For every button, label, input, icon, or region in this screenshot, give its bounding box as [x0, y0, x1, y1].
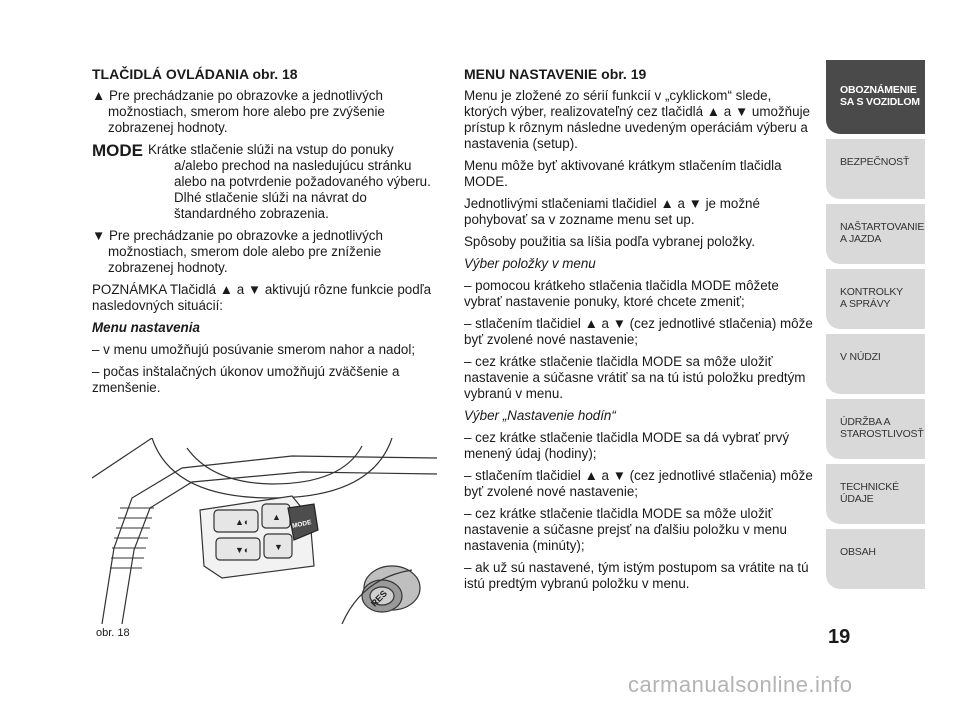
mode-button-label: MODE — [291, 519, 313, 530]
item-selection-step2: – stlačením tlačidiel ▲ a ▼ (cez jednotlivé stlačenia) môže byť zvolené nové nastavenie; — [464, 316, 813, 347]
mode-description — [148, 142, 437, 222]
tab-label-line1: TECHNICKÉ — [840, 481, 899, 493]
menu-intro-paragraph: Menu je zložené zo sérií funkcií v „cyklickom“ slede, ktorých výber, realizovateľný cez tlačidlá ▲ a ▼ umožňuje prístup k rôznym následne uvedeným operáciám výberu a nastavenia (setup). — [464, 88, 810, 151]
dashboard-buttons-drawing — [92, 438, 437, 624]
up-light-icon: ▲◐ — [235, 517, 250, 527]
mode-description-line1: Krátke stlačenie slúži na vstup do ponuky — [148, 142, 394, 157]
figure-caption: obr. 18 — [96, 627, 130, 639]
menu-scroll-paragraph: – v menu umožňujú posúvanie smerom nahor a nadol; — [92, 342, 416, 357]
menu-activation-paragraph: Menu môže byť aktivované krátkym stlačením tlačidla MODE. — [464, 158, 782, 189]
tab-warning-lights[interactable] — [826, 269, 925, 329]
tab-label-line2: A SPRÁVY — [840, 298, 891, 310]
tab-label-line1: ÚDRŽBA A — [840, 416, 891, 428]
figure-18-illustration — [92, 438, 437, 624]
down-light-icon: ▼◐ — [235, 545, 250, 555]
up-button-description: ▲ Pre prechádzanie po obrazovke a jednotlivých možnostiach, smerom hore alebo pre zvýšenie zobrazenej hodnoty. — [92, 88, 385, 135]
tab-emergency[interactable] — [826, 334, 925, 394]
item-selection-subheading: Výber položky v menu — [464, 256, 596, 271]
clock-setting-step3: – cez krátke stlačenie tlačidla MODE sa môže uložiť nastavenie a súčasne prejsť na ďalšiu položku v menu nastavenia (minúty); — [464, 506, 787, 553]
tab-label-line2: A JAZDA — [840, 233, 882, 245]
tab-label-line1: OBOZNÁMENIE — [840, 84, 917, 96]
tab-safety[interactable] — [826, 139, 925, 199]
tab-starting-and-driving[interactable] — [826, 204, 925, 264]
tab-label-line2: STAROSTLIVOSŤ — [840, 428, 924, 440]
watermark-text: carmanualsonline.info — [628, 672, 853, 697]
tab-technical-data[interactable] — [826, 464, 925, 524]
clock-setting-subheading: Výber „Nastavenie hodín“ — [464, 408, 616, 423]
tab-label-line1: V NÚDZI — [840, 351, 881, 363]
tab-label-line1: OBSAH — [840, 546, 876, 558]
res-button-label: RES — [368, 588, 390, 609]
tab-label-line2: ÚDAJE — [840, 493, 874, 505]
menu-settings-heading: MENU NASTAVENIE obr. 19 — [464, 66, 647, 82]
menu-usage-paragraph: Spôsoby použitia sa líšia podľa vybranej položky. — [464, 234, 755, 249]
down-arrow-icon: ▼ — [274, 542, 283, 552]
tab-getting-to-know-vehicle[interactable] — [826, 60, 925, 134]
settings-menu-subheading: Menu nastavenia — [92, 320, 200, 335]
tab-label-line1: KONTROLKY — [840, 286, 903, 298]
mode-label: MODE — [92, 141, 143, 160]
left-column — [92, 66, 437, 402]
clock-setting-step4: – ak už sú nastavené, tým istým postupom sa vrátite na tú istú predtým vybranú položku v menu. — [464, 560, 809, 591]
note-paragraph: POZNÁMKA Tlačidlá ▲ a ▼ aktivujú rôzne funkcie podľa nasledovných situácií: — [92, 282, 432, 313]
tab-maintenance[interactable] — [826, 399, 925, 459]
down-button-description: ▼ Pre prechádzanie po obrazovke a jednotlivých možnostiach, smerom dole alebo pre zníženie zobrazenej hodnoty. — [92, 228, 383, 275]
mode-description-rest: a/alebo prechod na nasledujúcu stránku alebo na potvrdenie požadovaného výberu. Dlhé stlačenie slúži na návrat do štandardného zobrazenia. — [174, 158, 431, 221]
up-arrow-icon: ▲ — [272, 512, 281, 522]
item-selection-step3: – cez krátke stlačenie tlačidla MODE sa môže uložiť nastavenie a súčasne vrátiť sa na tú istú položku predtým vybranú v menu. — [464, 354, 806, 401]
menu-navigation-paragraph: Jednotlivými stlačeniami tlačidiel ▲ a ▼ je možné pohybovať sa v zozname menu set up. — [464, 196, 760, 227]
right-column — [464, 66, 814, 598]
tab-label-line1: NAŠTARTOVANIE — [840, 221, 925, 233]
chapter-tabs — [826, 60, 925, 594]
tab-contents[interactable] — [826, 529, 925, 589]
install-zoom-paragraph: – počas inštalačných úkonov umožňujú zväčšenie a zmenšenie. — [92, 364, 400, 395]
item-selection-step1: – pomocou krátkeho stlačenia tlačidla MODE môžete vybrať nastavenie ponuky, ktoré chcete zmeniť; — [464, 278, 779, 309]
page-number: 19 — [828, 626, 851, 648]
clock-setting-step2: – stlačením tlačidiel ▲ a ▼ (cez jednotlivé stlačenia) môže byť zvolené nové nastavenie; — [464, 468, 813, 499]
tab-label-line2: SA S VOZIDLOM — [840, 96, 920, 108]
clock-setting-step1: – cez krátke stlačenie tlačidla MODE sa dá vybrať prvý menený údaj (hodiny); — [464, 430, 790, 461]
tab-label-line1: BEZPEČNOSŤ — [840, 156, 910, 168]
buttons-heading: TLAČIDLÁ OVLÁDANIA obr. 18 — [92, 66, 298, 82]
mode-entry — [92, 142, 437, 222]
